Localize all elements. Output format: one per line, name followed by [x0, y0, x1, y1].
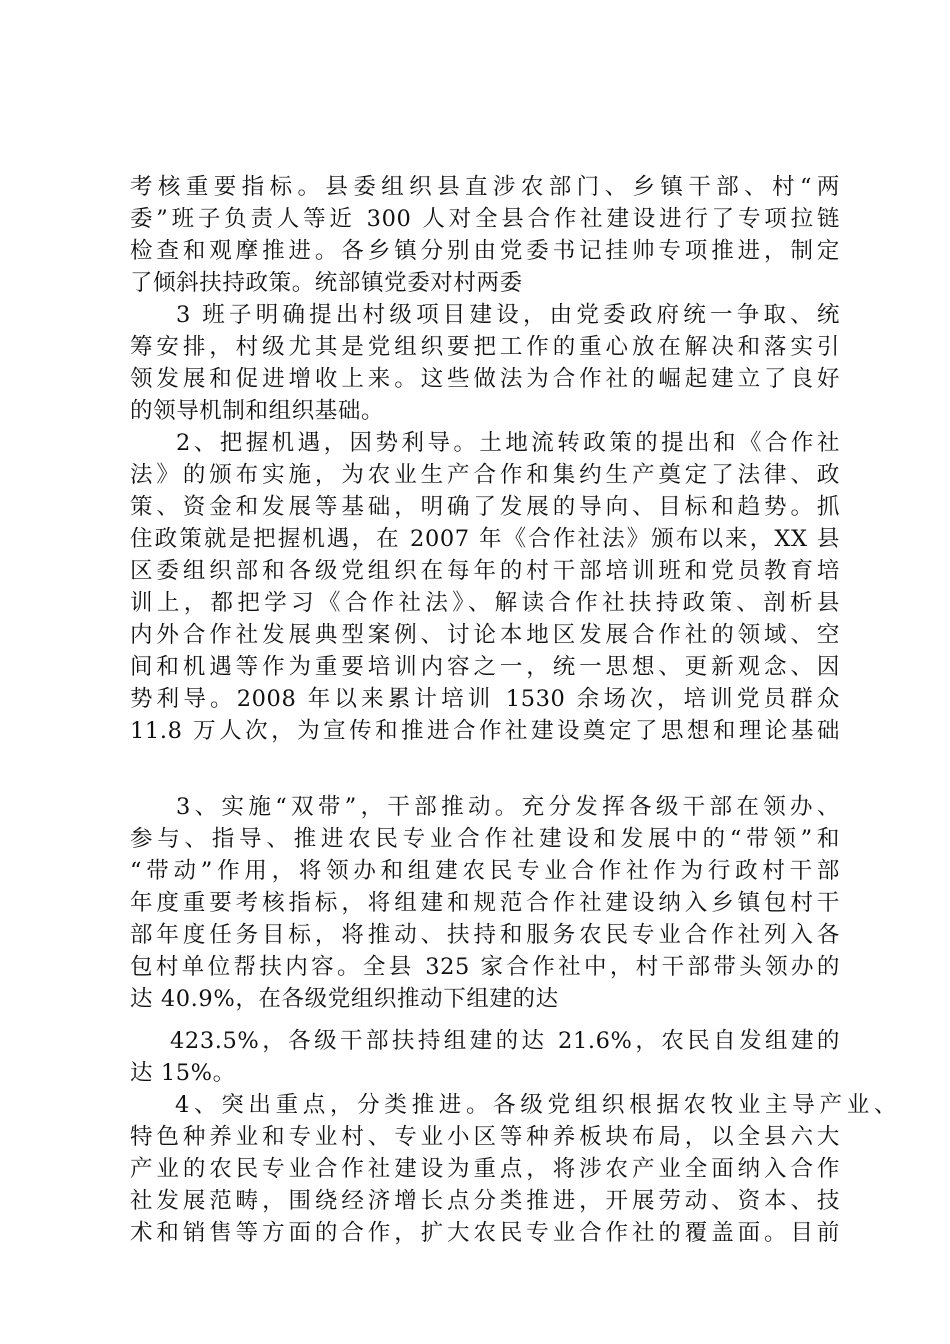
text-line: 达 40.9%，在各级党组织推动下组建的达	[130, 986, 559, 1012]
text-line: 社发展范畴，围绕经济增长点分类推进，开展劳动、资本、技	[130, 1188, 840, 1214]
text-line: 产业的农民专业合作社建设为重点，将涉农产业全面纳入合作	[130, 1156, 840, 1182]
text-line: 内外合作社发展典型案例、讨论本地区发展合作社的领域、空	[130, 622, 840, 648]
text-line: 势利导。2008 年以来累计培训 1530 余场次，培训党员群众	[130, 686, 840, 712]
text-line: 考核重要指标。县委组织县直涉农部门、乡镇干部、村“两	[130, 174, 840, 200]
text-line: 策、资金和发展等基础，明确了发展的导向、目标和趋势。抓	[130, 494, 840, 520]
text-line: 筹安排，村级尤其是党组织要把工作的重心放在解决和落实引	[130, 334, 840, 360]
text-line: 委”班子负责人等近 300 人对全县合作社建设进行了专项拉链	[130, 206, 840, 232]
section-2-heading-line: 2、把握机遇，因势利导。土地流转政策的提出和《合作社	[176, 430, 840, 456]
text-line: 11.8 万人次，为宣传和推进合作社建设奠定了思想和理论基础	[130, 718, 840, 744]
text-line: 住政策就是把握机遇，在 2007 年《合作社法》颁布以来，XX 县	[130, 526, 840, 552]
text-line: 3 班子明确提出村级项目建设，由党委政府统一争取、统	[176, 302, 840, 328]
text-line: 训上，都把学习《合作社法》、解读合作社扶持政策、剖析县	[130, 590, 840, 616]
text-line: 部年度任务目标，将推动、扶持和服务农民专业合作社列入各	[130, 922, 840, 948]
text-line: 包村单位帮扶内容。全县 325 家合作社中，村干部带头领办的	[130, 954, 840, 980]
text-line: 的领导机制和组织基础。	[130, 398, 385, 424]
section-4-heading-line: 4、突出重点，分类推进。各级党组织根据农牧业主导产业、	[175, 1092, 897, 1118]
text-line: 术和销售等方面的合作，扩大农民专业合作社的覆盖面。目前	[130, 1220, 840, 1246]
text-line: “带动”作用，将领办和组建农民专业合作社作为行政村干部	[130, 858, 840, 884]
text-line: 参与、指导、推进农民专业合作社建设和发展中的“带领”和	[130, 826, 840, 852]
text-line: 区委组织部和各级党组织在每年的村干部培训班和党员教育培	[130, 558, 840, 584]
section-3-heading-line: 3、实施“双带”，干部推动。充分发挥各级干部在领办、	[176, 794, 840, 820]
text-line: 领发展和促进增收上来。这些做法为合作社的崛起建立了良好	[130, 366, 840, 392]
text-line: 达 15%。	[130, 1060, 236, 1086]
text-line: 间和机遇等作为重要培训内容之一，统一思想、更新观念、因	[130, 654, 840, 680]
text-line: 法》的颁布实施，为农业生产合作和集约生产奠定了法律、政	[130, 462, 840, 488]
text-line: 年度重要考核指标，将组建和规范合作社建设纳入乡镇包村干	[130, 890, 840, 916]
text-line: 了倾斜扶持政策。统部镇党委对村两委	[130, 270, 523, 296]
text-line: 特色种养业和专业村、专业小区等种养板块布局，以全县六大	[130, 1124, 840, 1150]
text-line: 检查和观摩推进。各乡镇分别由党委书记挂帅专项推进，制定	[130, 238, 840, 264]
text-line: 423.5%，各级干部扶持组建的达 21.6%，农民自发组建的	[170, 1028, 840, 1054]
